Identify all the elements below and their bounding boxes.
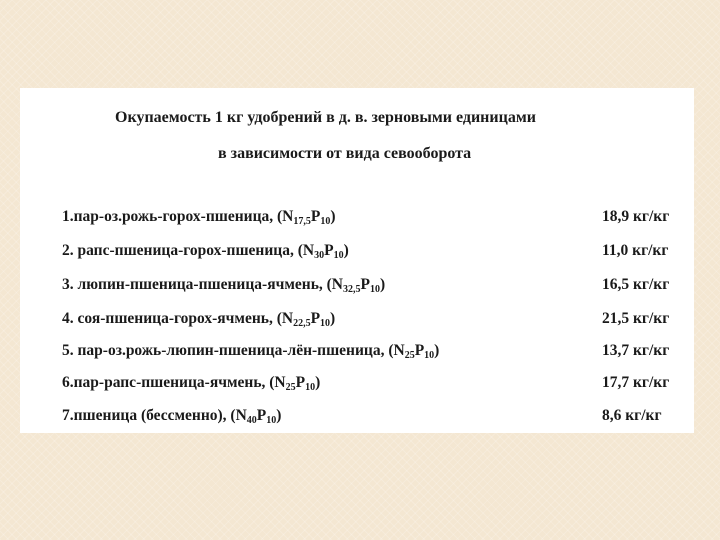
rotation-label: 2. рапс-пшеница-горох-пшеница, $(N_{30}P_{10})$ xyxy=(62,242,349,261)
title-line-2: в зависимости от вида севооборота xyxy=(218,145,472,162)
payback-value: 16,5 кг/кг xyxy=(602,276,670,293)
rotation-row xyxy=(20,276,694,298)
payback-value: 8,6 кг/кг xyxy=(602,407,662,424)
rotation-row xyxy=(20,342,694,364)
rotation-label: 4. соя-пшеница-горох-ячмень, $(N_{22,5}P_{10})$ xyxy=(62,310,336,329)
rotation-row xyxy=(20,407,694,429)
title-line-1: Окупаемость 1 кг удобрений в д. в. зерновыми единицами xyxy=(115,109,536,126)
payback-value: 11,0 кг/кг xyxy=(602,242,669,259)
rotation-row xyxy=(20,242,694,264)
slide-content xyxy=(20,88,694,433)
rotation-row xyxy=(20,310,694,332)
payback-value: 13,7 кг/кг xyxy=(602,342,670,359)
payback-value: 18,9 кг/кг xyxy=(602,208,670,225)
rotation-label: 7.пшеница (бессменно), $(N_{40}P_{10})$ xyxy=(62,407,282,426)
rotation-label: 6.пар-рапс-пшеница-ячмень, $(N_{25}P_{10})$ xyxy=(62,374,321,393)
rotation-label: 5. пар-оз.рожь-люпин-пшеница-лён-пшеница, $(N_{25}P_{10})$ xyxy=(62,342,440,361)
rotation-label: 3. люпин-пшеница-пшеница-ячмень, $(N_{32,5}P_{10})$ xyxy=(62,276,386,295)
rotation-row xyxy=(20,208,694,230)
rotation-label: 1.пар-оз.рожь-горох-пшеница, $(N_{17,5}P_{10})$ xyxy=(62,208,336,227)
rotation-row xyxy=(20,374,694,396)
payback-value: 17,7 кг/кг xyxy=(602,374,670,391)
payback-value: 21,5 кг/кг xyxy=(602,310,670,327)
